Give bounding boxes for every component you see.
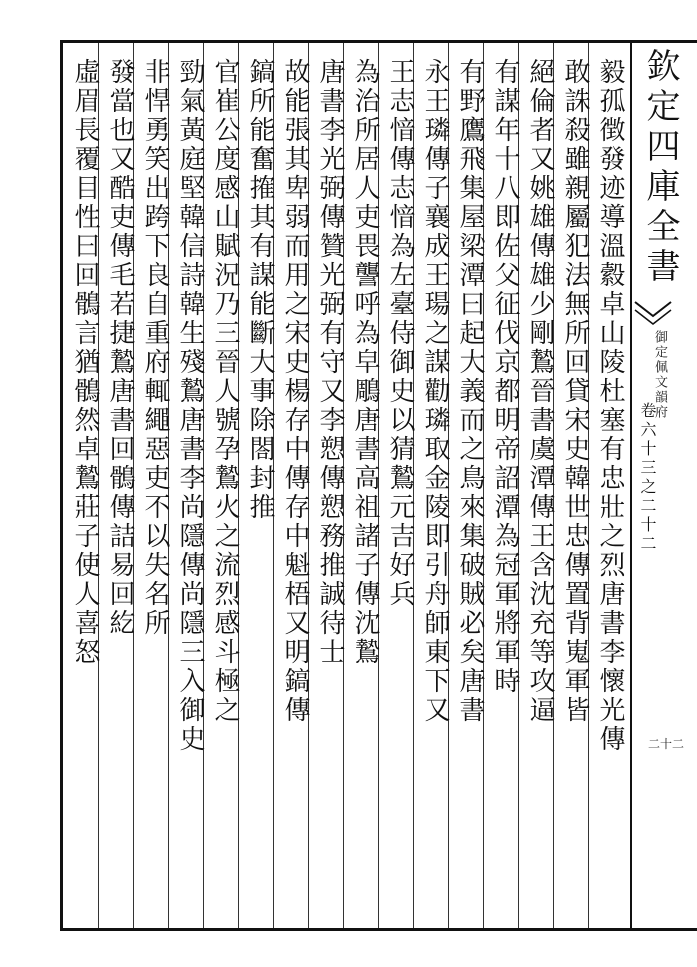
text-column: 為治所居人吏畏讋呼為皁鵰唐書高祖諸子傳沈鷙 (350, 58, 380, 667)
page-border-bottom (60, 928, 697, 931)
text-column: 故能張其卑弱而用之宋史楊存中傳存中魁梧又明鎬傳 (280, 58, 310, 725)
page-border-left (60, 40, 63, 931)
text-column: 非悍勇笑出跨下良自重府輒繩惡吏不以失名所 (140, 58, 170, 638)
text-column: 絕倫者又姚雄傳雄少剛鷙晉書虞潭傳王含沈充等攻逼 (525, 58, 555, 725)
margin-rule (630, 43, 632, 928)
text-column: 唐書李光弼傳贊光弼有守又李愬傳愬務推誠待士 (315, 58, 345, 667)
text-column: 永王璘傳子襄成王瑒之謀勸璘取金陵即引舟師東下又 (420, 58, 450, 725)
fishtail-mark-icon (633, 300, 673, 330)
margin-title: 欽定四庫全書 (640, 48, 680, 288)
margin-volume: 卷六十三之二十二 (638, 402, 657, 554)
text-column: 官崔公度感山賦況乃三晉人號孕鷙火之流烈感斗極之 (210, 58, 240, 725)
text-column: 有謀年十八即佐父征伐京都明帝詔潭為冠軍將軍時 (490, 58, 520, 696)
text-column: 毅孤徴發迹導溫縠卓山陵杜塞有忠壯之烈唐書李懷光傳 (595, 58, 625, 754)
text-column: 王志愔傳志愔為左臺侍御史以猜鷙元吉好兵 (385, 58, 415, 609)
margin-page-number: 二十二 (648, 737, 685, 751)
text-column: 敢誅殺雖親屬犯法無所回貸宋史韓世忠傳置背嵬軍皆 (560, 58, 590, 725)
text-column: 發當也又酷吏傳毛若捷鷙唐書回鶻傳詰易回紇 (105, 58, 135, 638)
margin-subtitle: 御定佩文韻府 (652, 330, 667, 420)
text-column: 虛眉長覆目性曰回鶻言猶鶻然卓鷙莊子使人喜怒 (70, 58, 100, 667)
text-column: 鎬所能奮搉其有謀能斷大事除閤封推 (245, 58, 275, 522)
text-column: 勁氣黃庭堅韓信詩韓生殘鷙唐書李尚隱傳尚隱三入御史 (175, 58, 205, 754)
text-column: 有野鷹飛集屋梁潭曰起大義而之鳥來集破賊必矣唐書 (455, 58, 485, 725)
